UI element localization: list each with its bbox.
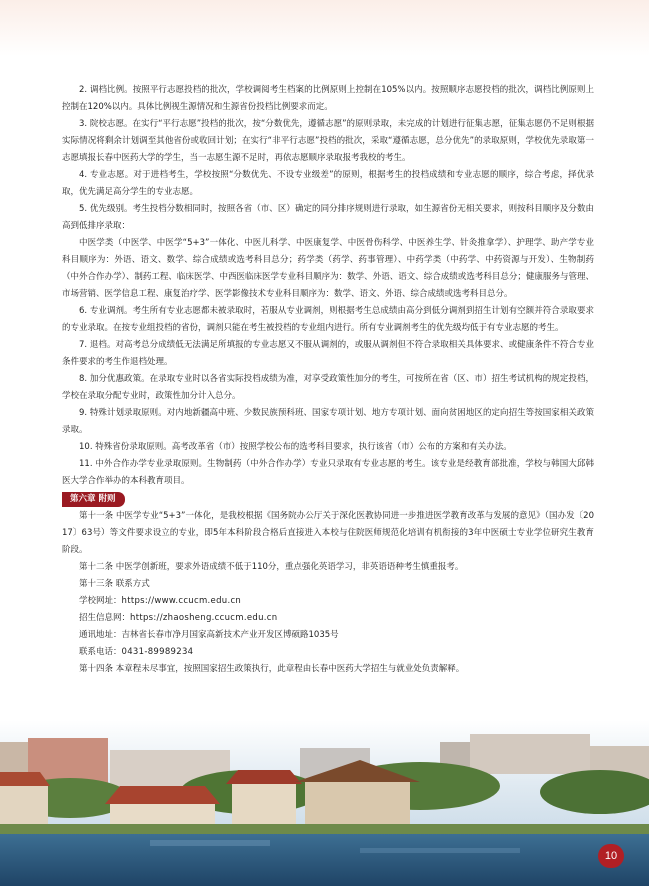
- water-reflection: [360, 848, 520, 853]
- contact-phone-value: 0431-89989234: [121, 647, 194, 657]
- contact-address-label: 通讯地址：: [79, 630, 122, 640]
- contact-phone-label: 联系电话：: [79, 647, 122, 657]
- chapter-heading-wrap: [62, 490, 594, 508]
- paragraph-transfer-ratio: 2. 调档比例。按照平行志愿投档的批次，学校调阅考生档案的比例原则上控制在105%以内。按照顺序志愿投档的批次，调档比例原则上控制在120%以内。具体比例视生源情况和生源省份投档比例要求而定。: [62, 85, 594, 112]
- contact-website: [62, 593, 594, 610]
- contact-admissions-link[interactable]: https://zhaosheng.ccucm.edu.cn: [130, 613, 278, 623]
- article-12: 第十二条 中医学创新班，要求外语成绩不低于110分，重点强化英语学习，非英语语种考生慎重报考。: [79, 562, 464, 572]
- contact-website-link[interactable]: https://www.ccucm.edu.cn: [121, 596, 242, 606]
- contact-address: [62, 627, 594, 644]
- paragraph-subject-order: 中医学类（中医学、中医学“5+3”一体化、中医儿科学、中医康复学、中医骨伤科学、中医养生学、针灸推拿学）、护理学、助产学专业科目顺序为：外语、语文、数学、综合成绩或选考科目总分；药学类（药学、药事管理）、中药学类（中药学、中药资源与开发）、生物制药（中外合作办学）、制药工程、临床医学、中西医临床医学专业科目顺序为：数学、外语、语文、综合成绩或选考科目总分；健康服务与管理、市场营销、医学信息工程、康复治疗学、医学影像技术专业科目顺序为：数学、语文、外语、综合成绩或选考科目总分。: [62, 238, 594, 299]
- paragraph-joint-program: 11. 中外合作办学专业录取原则。生物制药（中外合作办学）专业只录取有专业志愿的考生。该专业是经教育部批准，学校与韩国大邱韩医大学合作举办的本科教育项目。: [62, 459, 594, 486]
- paragraph-institution-choice: 3. 院校志愿。在实行“平行志愿”投档的批次，按“分数优先，遵循志愿”的原则录取，未完成的计划进行征集志愿，征集志愿仍不足则根据实际情况将剩余计划调至其他省份或收回计划；在实行“非平行志愿”投档的批次，采取“遵循志愿，总分优先”的录取原则，学校优先录取第一志愿填报长春中医药大学的学生，当一志愿生源不足时，再依志愿顺序录取报考我校的考生。: [62, 119, 594, 163]
- contact-admissions-label: 招生信息网：: [79, 613, 131, 623]
- article-14: 第十四条 本章程未尽事宜，按照国家招生政策执行，此章程由长春中医药大学招生与就业处负责解释。: [79, 664, 465, 674]
- paragraph-withdrawal: 7. 退档。对高考总分成绩低无法满足所填报的专业志愿又不服从调剂的，或服从调剂但不符合录取相关具体要求、或健康条件不符合专业条件要求的考生作退档处理。: [62, 340, 594, 367]
- article-13: 第十三条 联系方式: [79, 579, 150, 589]
- contact-phone: [62, 644, 594, 661]
- lake: [0, 834, 649, 886]
- top-band: [0, 0, 649, 56]
- regulations-text: [62, 82, 594, 678]
- paragraph-priority: 5. 优先级别。考生投档分数相同时，按照各省（市、区）确定的同分排序规则进行录取，如生源省份无相关要求，则按科目顺序及分数由高到低排序录取：: [62, 204, 594, 231]
- article-11: 第十一条 中医学专业“5+3”一体化，是我校根据《国务院办公厅关于深化医教协同进一步推进医学教育改革与发展的意见》（国办发〔2017〕63号）等文件要求设立的专业，即5年本科阶段合格后直接进入本校与住院医师规范化培训有机衔接的3年中医硕士专业学位研究生教育阶段。: [62, 511, 594, 555]
- paragraph-major-choice: 4. 专业志愿。对于进档考生，学校按照“分数优先、不设专业级差”的原则，根据考生的投档成绩和专业志愿的顺序，综合考虑，择优录取，优先满足高分学生的专业志愿。: [62, 170, 594, 197]
- chapter-heading: 第六章 附则: [62, 492, 125, 507]
- paragraph-bonus-points: 8. 加分优惠政策。在录取专业时以各省实际投档成绩为准，对享受政策性加分的考生，可按所在省（区、市）招生考试机构的规定投档，学校在录取分配专业时，政策性加分计入总分。: [62, 374, 594, 401]
- paragraph-special-provinces: 10. 特殊省份录取原则。高考改革省（市）按照学校公布的选考科目要求，执行该省（市）公布的方案和有关办法。: [79, 442, 512, 452]
- water-reflection: [150, 840, 270, 846]
- contact-website-label: 学校网址：: [79, 596, 122, 606]
- contact-address-value: 吉林省长春市净月国家高新技术产业开发区博硕路1035号: [121, 630, 339, 640]
- paragraph-adjustment: 6. 专业调剂。考生所有专业志愿都未被录取时，若服从专业调剂，则根据考生总成绩由高分到低分调剂到招生计划有空额并符合录取要求的专业录取。在按专业组投档的省份，调剂只能在考生被投档的专业组内进行。所有专业调剂考生的优先级均低于有专业志愿的考生。: [62, 306, 594, 333]
- contact-admissions-site: [62, 610, 594, 627]
- paragraph-special-plans: 9. 特殊计划录取原则。对内地新疆高中班、少数民族预科班、国家专项计划、地方专项计划、面向贫困地区的定向招生等按国家相关政策录取。: [62, 408, 594, 435]
- campus-photo: [0, 720, 649, 886]
- page-number-badge: 10: [598, 844, 624, 868]
